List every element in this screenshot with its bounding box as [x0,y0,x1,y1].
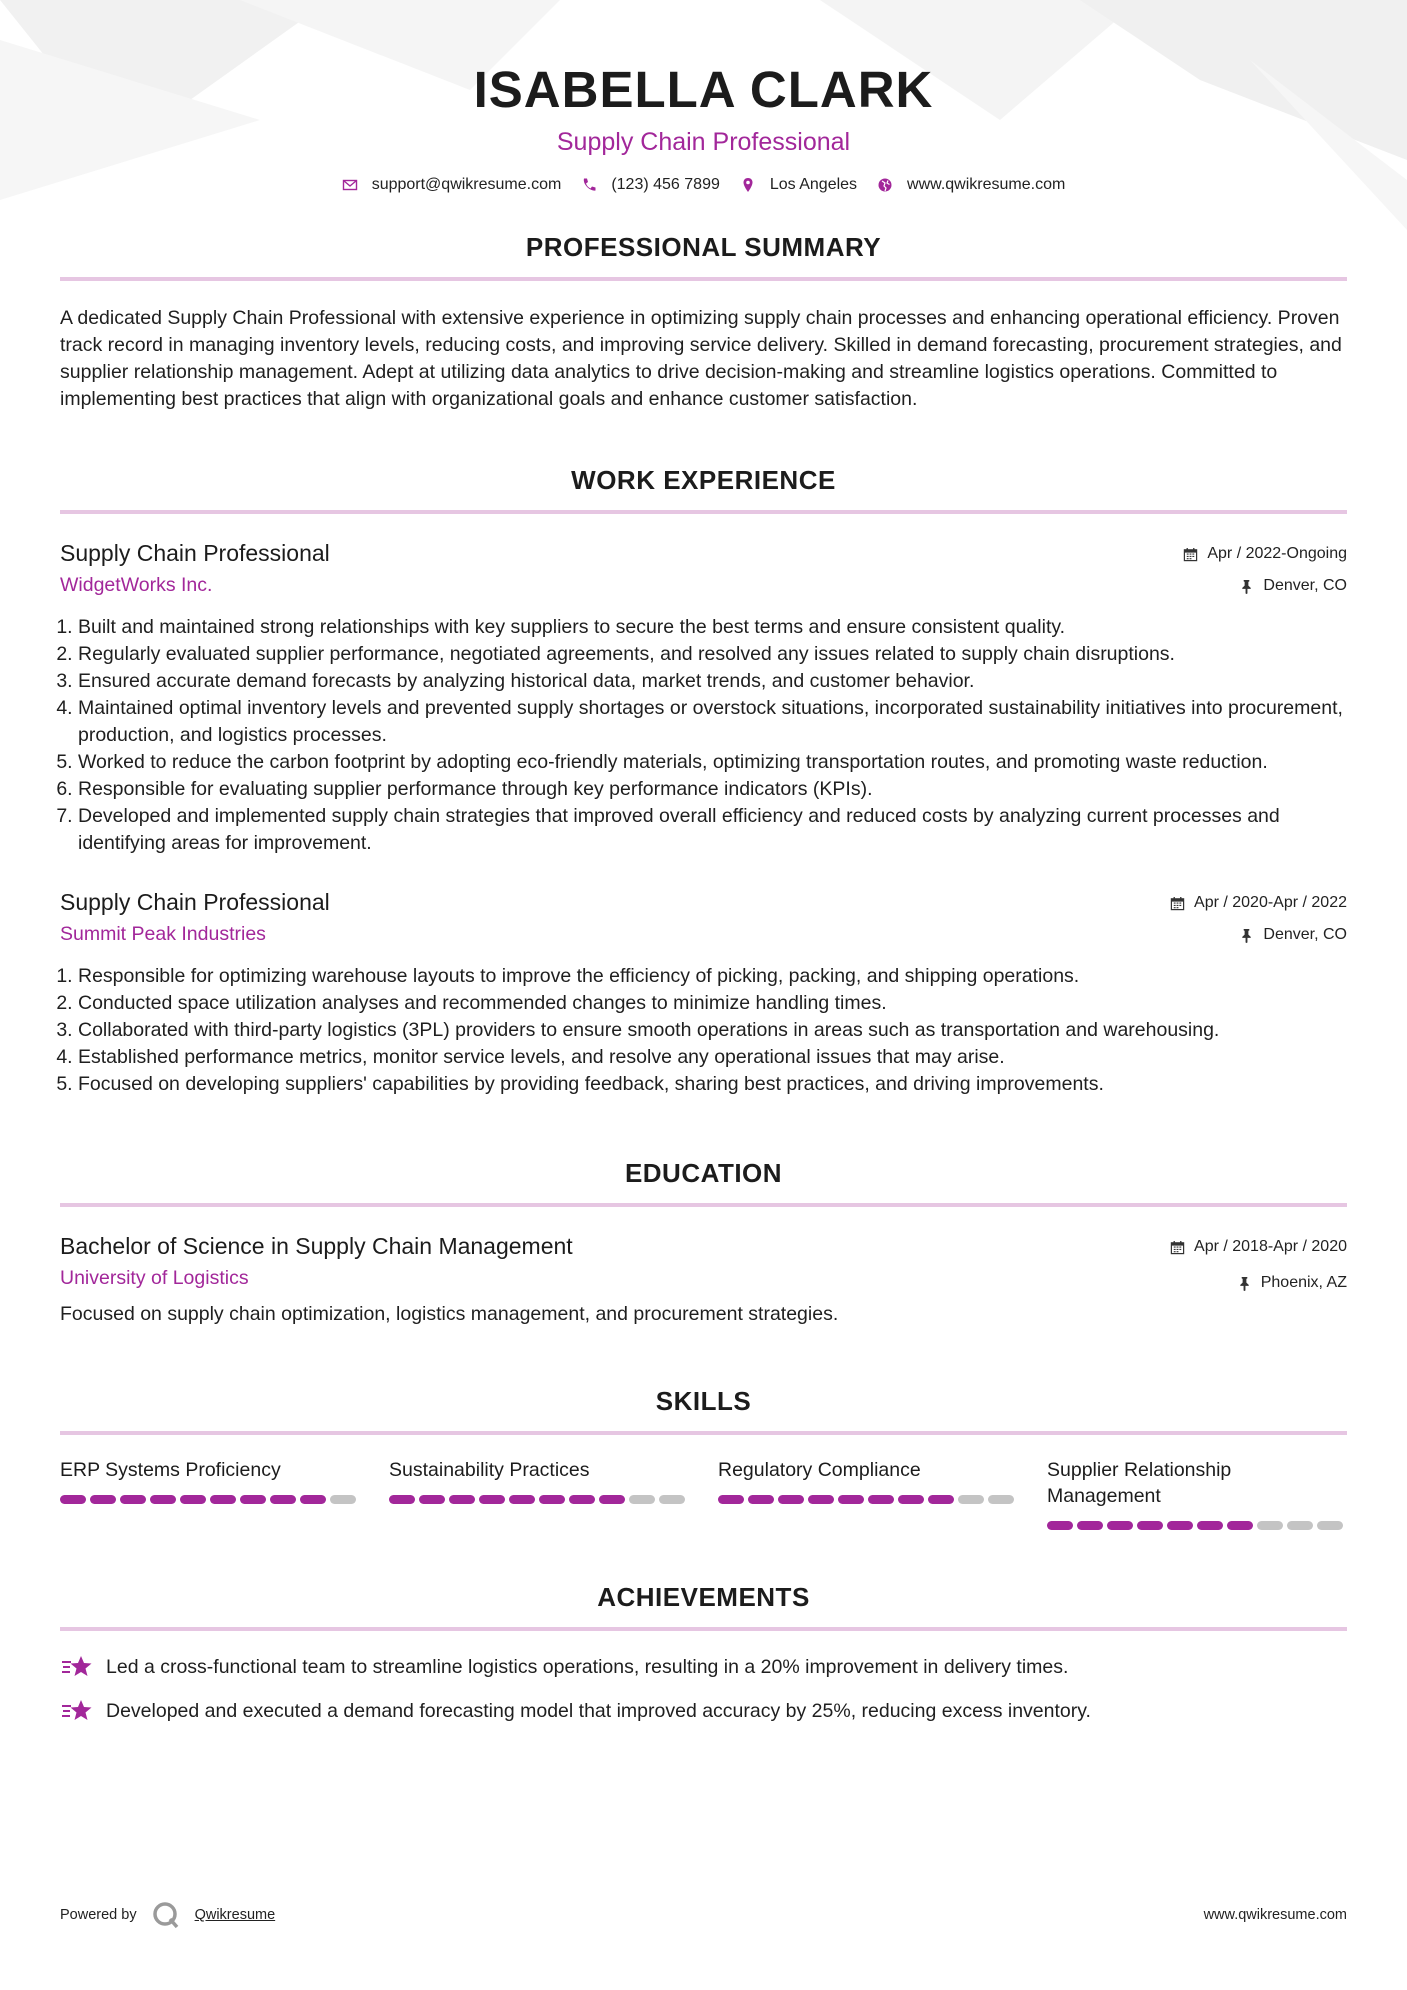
achievement-item [60,1697,1347,1725]
duty-list [60,963,1347,1098]
list-item: 3. Ensured accurate demand forecasts by analyzing historical data, market trends, and customer behavior. [78,668,1347,695]
skill-segment-filled [778,1495,804,1504]
skill-segment-filled [389,1495,415,1504]
list-item: 2. Conducted space utilization analyses and recommended changes to minimize handling times. [78,990,1347,1017]
phone-text: (123) 456 7899 [611,176,720,193]
education-section [60,1158,1347,1328]
section-divider [60,1431,1347,1435]
list-item: 2. Regularly evaluated supplier performance, negotiated agreements, and resolved any issues related to supply chain disruptions. [78,641,1347,668]
skill-segment-filled [60,1495,86,1504]
job-location: Denver, CO [1263,926,1347,943]
skill-segment-empty [1317,1521,1343,1530]
skill-segment-empty [958,1495,984,1504]
section-divider [60,1627,1347,1631]
education-description: Focused on supply chain optimization, logistics management, and procurement strategies. [60,1303,839,1325]
job-role: Supply Chain Professional [60,889,330,915]
contact-location [740,176,857,194]
footer [60,1900,1347,1930]
achievement-text: Led a cross-functional team to streamline logistics operations, resulting in a 20% improvement in delivery times. [106,1655,1069,1678]
candidate-title: Supply Chain Professional [556,128,851,156]
skill-segment-filled [270,1495,296,1504]
skill-name: ERP Systems Proficiency [60,1459,281,1481]
section-divider [60,277,1347,281]
skill-segment-empty [1287,1521,1313,1530]
job-dates: Apr / 2022-Ongoing [1207,545,1347,562]
job-entry [60,887,1347,1098]
summary-text: A dedicated Supply Chain Professional with extensive experience in optimizing supply chain processes and enhancing operational efficiency. Proven track record in managing inventory levels, reducing costs, and improving service delivery. Skilled in demand forecasting, procurement strategies, and supplier relationship management. Adept at utilizing data analytics to drive decision-making and streamline logistics operations. Committed to implementing best practices that align with organizational goals and enhance customer satisfaction. [60,307,1342,410]
list-item: 7. Developed and implemented supply chain strategies that improved overall efficiency and reduced costs by analyzing current processes and identifying areas for improvement. [78,803,1347,857]
skill-segment-filled [928,1495,954,1504]
job-role: Supply Chain Professional [60,540,330,566]
list-item: 5. Worked to reduce the carbon footprint by adopting eco-friendly materials, optimizing transportation routes, and promoting waste reduction. [78,749,1347,776]
skill-level-bar [718,1495,1018,1504]
skill-segment-empty [659,1495,685,1504]
skill-segment-filled [808,1495,834,1504]
skill-segment-filled [449,1495,475,1504]
brand-link[interactable]: Qwikresume [194,1907,276,1923]
skill-item [718,1457,1018,1530]
list-item: 5. Focused on developing suppliers' capabilities by providing feedback, sharing best practices, and driving improvements. [78,1071,1347,1098]
skill-segment-filled [718,1495,744,1504]
list-item: 1. Responsible for optimizing warehouse layouts to improve the efficiency of picking, packing, and shipping operations. [78,963,1347,990]
skill-segment-filled [1047,1521,1073,1530]
candidate-name: ISABELLA CLARK [473,61,934,118]
section-divider [60,1203,1347,1207]
experience-section [60,465,1347,1098]
skill-segment-filled [1227,1521,1253,1530]
skill-segment-filled [1077,1521,1103,1530]
skill-item [389,1457,689,1530]
skills-heading: SKILLS [655,1386,752,1416]
duty-list [60,614,1347,857]
skill-segment-filled [150,1495,176,1504]
skill-segment-filled [180,1495,206,1504]
skill-segment-filled [569,1495,595,1504]
qwikresume-logo-icon [151,1900,181,1930]
skill-segment-filled [539,1495,565,1504]
education-heading: EDUCATION [624,1158,783,1188]
skill-segment-filled [509,1495,535,1504]
list-item: 4. Maintained optimal inventory levels and prevented supply shortages or overstock situations, incorporated sustainability initiatives into procurement, production, and logistics processes. [78,695,1347,749]
map-pin-icon [740,177,756,193]
achievements-section [60,1582,1347,1725]
skill-name: Regulatory Compliance [718,1459,921,1481]
star-icon [60,1653,94,1681]
skill-name: Supplier Relationship Management [1047,1459,1232,1507]
skills-grid [60,1457,1347,1530]
degree-title: Bachelor of Science in Supply Chain Management [60,1233,573,1259]
contact-website[interactable] [877,176,1065,194]
achievement-item [60,1653,1347,1681]
job-dates: Apr / 2020-Apr / 2022 [1194,894,1347,911]
list-item: 4. Established performance metrics, monitor service levels, and resolve any operational issues that may arise. [78,1044,1347,1071]
skill-item [1047,1457,1347,1530]
globe-icon [877,177,893,193]
skill-segment-empty [988,1495,1014,1504]
skill-segment-filled [868,1495,894,1504]
skill-segment-filled [90,1495,116,1504]
contact-phone[interactable] [581,176,720,194]
skill-segment-filled [838,1495,864,1504]
skill-level-bar [1047,1521,1347,1530]
skill-segment-filled [599,1495,625,1504]
section-divider [60,510,1347,514]
pushpin-icon [1239,579,1254,594]
footer-website[interactable]: www.qwikresume.com [1203,1907,1347,1923]
education-dates: Apr / 2018-Apr / 2020 [1194,1238,1347,1255]
experience-heading: WORK EXPERIENCE [571,465,836,495]
summary-heading: PROFESSIONAL SUMMARY [525,232,882,262]
achievements-heading: ACHIEVEMENTS [597,1582,810,1612]
education-location: Phoenix, AZ [1260,1274,1347,1291]
envelope-icon [342,177,358,193]
skills-section [60,1386,1347,1530]
skill-segment-filled [120,1495,146,1504]
location-text: Los Angeles [769,176,858,193]
calendar-icon [1170,896,1185,911]
list-item: 1. Built and maintained strong relationships with key suppliers to secure the best terms and ensure consistent quality. [78,614,1347,641]
skill-level-bar [60,1495,360,1504]
phone-icon [581,177,597,193]
contact-bar [60,176,1347,194]
skill-segment-filled [1137,1521,1163,1530]
skill-segment-filled [1167,1521,1193,1530]
skill-segment-empty [1257,1521,1283,1530]
skill-item [60,1457,360,1530]
skill-level-bar [389,1495,689,1504]
calendar-icon [1170,1240,1185,1255]
list-item: 3. Collaborated with third-party logistics (3PL) providers to ensure smooth operations in areas such as transportation and warehousing. [78,1017,1347,1044]
achievement-text: Developed and executed a demand forecasting model that improved accuracy by 25%, reducing excess inventory. [106,1699,1091,1722]
skill-segment-filled [210,1495,236,1504]
skill-segment-filled [479,1495,505,1504]
skill-segment-filled [240,1495,266,1504]
summary-section [60,232,1347,413]
skill-segment-filled [898,1495,924,1504]
website-text: www.qwikresume.com [907,176,1066,193]
job-entry [60,538,1347,857]
calendar-icon [1183,547,1198,562]
powered-by-label: Powered by [60,1907,137,1923]
pushpin-icon [1239,928,1254,943]
skill-segment-empty [330,1495,356,1504]
job-company: WidgetWorks Inc. [60,574,213,596]
skill-segment-empty [629,1495,655,1504]
skill-name: Sustainability Practices [389,1459,590,1481]
email-text: support@qwikresume.com [371,176,562,193]
skill-segment-filled [300,1495,326,1504]
skill-segment-filled [1107,1521,1133,1530]
skill-segment-filled [748,1495,774,1504]
skill-segment-filled [1197,1521,1223,1530]
job-location: Denver, CO [1263,577,1347,594]
job-company: Summit Peak Industries [60,923,266,945]
list-item: 6. Responsible for evaluating supplier performance through key performance indicators (KPIs). [78,776,1347,803]
contact-email[interactable] [342,176,562,194]
skill-segment-filled [419,1495,445,1504]
school-name: University of Logistics [60,1267,249,1289]
pushpin-icon [1237,1276,1252,1291]
star-icon [60,1697,94,1725]
